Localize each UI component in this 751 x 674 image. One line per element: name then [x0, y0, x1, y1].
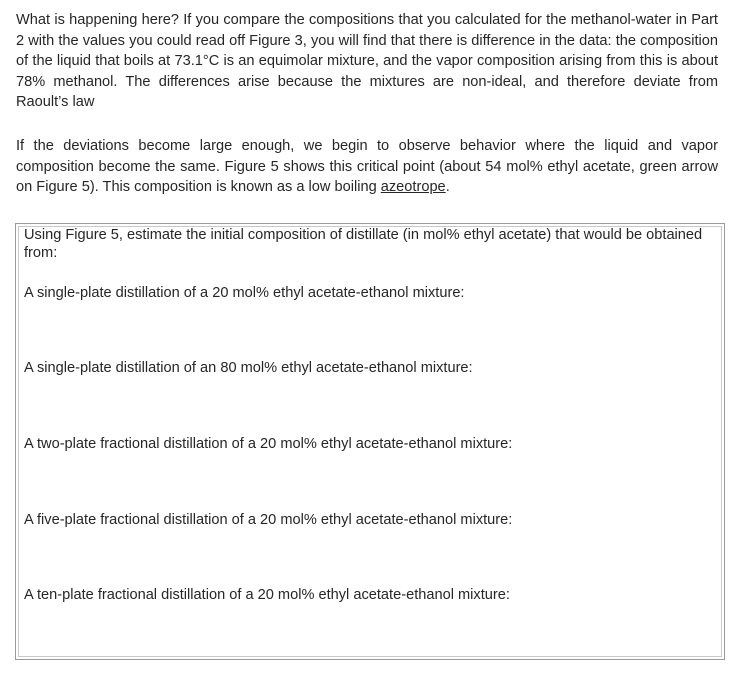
paragraph-azeotrope	[16, 136, 718, 198]
question-item: A single-plate distillation of a 20 mol% ethyl acetate-ethanol mixture:	[24, 285, 465, 301]
azeotrope-term: azeotrope	[380, 179, 446, 195]
question-item: A five-plate fractional distillation of a 20 mol% ethyl acetate-ethanol mixture:	[24, 512, 513, 528]
question-item: A single-plate distillation of an 80 mol% ethyl acetate-ethanol mixture:	[24, 360, 473, 376]
question-item: A two-plate fractional distillation of a 20 mol% ethyl acetate-ethanol mixture:	[24, 436, 513, 452]
question-intro: Using Figure 5, estimate the initial composition of distillate (in mol% ethyl acetate) that would be obtained from:	[24, 227, 703, 261]
paragraph-raoults-law: What is happening here? If you compare the compositions that you calculated for the methanol-water in Part 2 with the values you could read off Figure 3, you will find that there is difference in the data: the composition of the liquid that boils at 73.1°C is an equimolar mixture, and the vapor composition arising from this is about 78% methanol. The differences arise because the mixtures are non-ideal, and therefore deviate from Raoult’s law	[16, 12, 718, 110]
question-item: A ten-plate fractional distillation of a 20 mol% ethyl acetate-ethanol mixture:	[24, 587, 510, 603]
paragraph-azeotrope-text: If the deviations become large enough, we begin to observe behavior where the liquid and vapor composition become the same. Figure 5 shows this critical point (about 54 mol% ethyl acetate, green arrow on Figure 5). This composition is known as a low boiling	[16, 138, 718, 195]
paragraph-azeotrope-end: .	[445, 179, 450, 195]
